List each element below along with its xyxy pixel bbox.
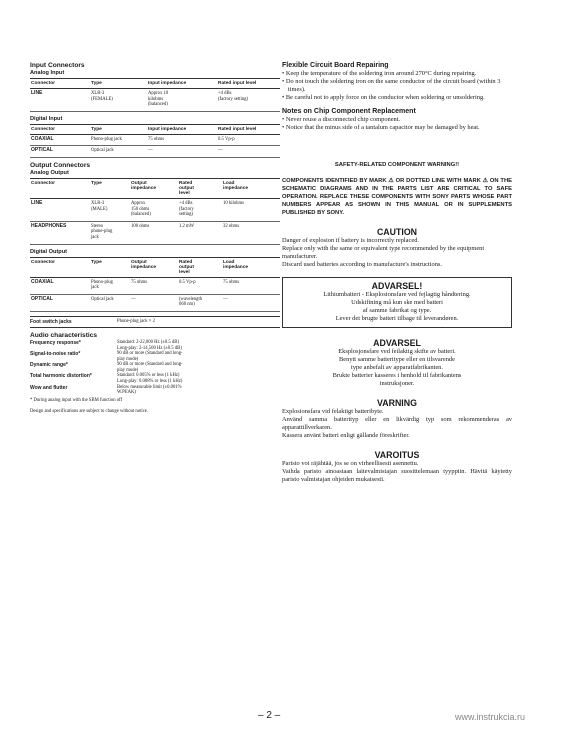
table-body [30,89,280,112]
caution-line: Danger of explosion if battery is incorrectly replaced. [282,237,419,244]
watermark-text: www.instrukcia.ru [455,712,526,722]
connector-cell: HEADPHONES [30,221,90,244]
advarsel-line: type anbefalt av apparatfabrikanten. [351,364,443,371]
table-cell: XLR-3 (MALE) [90,198,130,221]
table-cell: 0.5 Vp-p [178,277,222,294]
advarsel-box [282,277,512,328]
table-row [30,277,280,294]
table-cell: 32 ohms [222,221,280,244]
table-cell: Optical jack [90,294,130,311]
connector-cell: COAXIAL [30,277,90,294]
table-cell: Approx 150 ohms (balanced) [130,198,178,221]
connector-cell: COAXIAL [30,134,90,146]
table-header: Rated input level [217,124,280,134]
advarsel-box-line: Lever det brugte batteri tilbage til leverandøren. [335,315,459,322]
audio-value: 90 dB or more (Standard and long- play mode) [117,362,183,373]
audio-row [30,373,280,384]
safety-warning-body: COMPONENTS IDENTIFIED BY MARK ⚠ OR DOTTED LINE WITH MARK ⚠ ON THE SCHEMATIC DIAGRAMS AND IN THE PARTS LIST ARE CRITICAL TO SAFE OPERATION. REPLACE THESE COMPONENTS WITH SONY PARTS WHOSE PART NUMBERS APPEAR AS SHOWN IN THIS MANUAL OR IN SUPPLEMENTS PUBLISHED BY SONY. [282,178,512,216]
audio-row [30,385,280,396]
list-item: • Keep the temperature of the soldering iron around 270°C during repairing. [282,70,477,77]
varoitus-title: VAROITUS [374,450,420,460]
audio-row [30,340,280,351]
foot-switch-row [30,316,280,328]
chip-replacement-title: Notes on Chip Component Replacement [282,108,416,115]
table-cell: — [222,294,280,311]
advarsel-title: ADVARSEL [373,338,421,348]
table-cell: XLR-3 (FEMALE) [90,89,147,112]
audio-label: Frequency response* [30,339,81,346]
varning-line: Kassera använt batteri enligt gällande föreskrifter. [282,432,410,439]
foot-switch-label: Foot switch jacks [30,318,72,325]
caution-title: CAUTION [376,227,418,237]
varoitus-line: Paristo voi räjähtää, jos se on virheellisesti asennettu. [282,460,419,467]
table-cell: Phono-plug jack [90,134,147,146]
table-cell: 1.2 mW [178,221,222,244]
table-header: Type [90,124,147,134]
list-item: • Notice that the minus side of a tantalum capacitor may be damaged by heat. [282,124,480,131]
audio-value: Standard: 2-22,000 Hz (±0.5 dB) Long-play: 2-14,500 Hz (±0.5 dB) [117,339,182,351]
input-connectors-title: Input Connectors [30,62,85,69]
caution-line: Discard used batteries according to manufacture's instructions. [282,261,442,268]
page-number: – 2 – [258,710,281,721]
analog-footnote: * During analog input with the SBM function off [30,397,123,403]
analog-input-subtitle: Analog Input [30,70,65,76]
output-connectors-title: Output Connectors [30,161,91,169]
list-item: • Never reuse a disconnected chip component. [282,116,401,123]
table-cell: — [147,146,217,158]
analog-input-table [30,78,280,112]
table-cell: — [130,294,178,311]
audio-label: Dynamic range* [30,362,68,369]
table-header: Input impedance [147,124,217,134]
varning-line: Använd samma batterityp eller en likvärdig typ som rekommenderas av apparattillverkaren. [282,416,512,431]
table-row [30,89,280,112]
table-row [30,294,280,311]
table-header: Output impedance [130,178,178,198]
audio-characteristics-title: Audio characteristics [30,331,98,339]
table-header: Rated output level [178,257,222,277]
advarsel-line: Brukte batterier kasseres i henhold til fabrikantens [332,372,462,379]
advarsel-box-title: ADVARSEL! [371,281,423,291]
table-header: Connector [30,124,90,134]
connector-cell: LINE [30,89,90,112]
digital-input-subtitle: Digital Input [30,115,63,122]
table-header: Type [90,178,130,198]
safety-warning-title: SAFETY-RELATED COMPONENT WARNING!! [334,162,460,168]
connector-cell: OPTICAL [30,294,90,311]
table-cell: Approx 10 kilohms (balanced) [147,89,217,112]
list-item: • Be careful not to apply force on the conductor when soldering or unsoldering. [282,94,485,101]
audio-characteristics-list [30,340,280,396]
table-header: Output impedance [130,257,178,277]
digital-output-subtitle: Digital Output [30,248,67,255]
advarsel-body [282,348,512,388]
table-cell: Optical jack [90,146,147,158]
table-header: Type [90,79,147,89]
table-cell: (wavelength 660 nm) [178,294,222,311]
audio-row [30,351,280,362]
audio-label: Total harmonic distortion* [30,373,92,380]
service-notes-column [282,62,512,484]
flex-repair-list [282,70,512,102]
table-cell: 75 ohms [222,277,280,294]
caution-line: Replace only with the same or equivalent type recommended by the equipment manufacturer. [282,245,485,260]
advarsel-line: Benytt samme batteritype eller en tilsvarende [339,356,455,363]
table-body [30,134,280,157]
table-row [30,134,280,146]
table-body [30,198,280,244]
connector-cell: OPTICAL [30,146,90,158]
table-header: Connector [30,79,90,89]
caution-body [282,237,512,269]
table-header: Load impedance [222,257,280,277]
varning-title: VARNING [377,398,417,408]
digital-output-table [30,257,280,312]
table-header: Type [90,257,130,277]
table-row [30,198,280,221]
table-header: Rated output level [178,178,222,198]
table-cell: — [217,146,280,158]
analog-output-table [30,178,280,245]
advarsel-box-line: af samme fabrikat og type. [362,307,432,314]
table-header: Connector [30,257,90,277]
digital-input-table [30,124,280,158]
table-cell: 100 ohms [130,221,178,244]
chip-replacement-list [282,116,512,132]
varning-body [282,408,512,440]
advarsel-box-line: Lithiumbatteri - Eksplosionsfare ved fejlagtig håndtering. [323,291,471,298]
table-cell: 75 ohms [147,134,217,146]
table-cell: Phono-plug jack [90,277,130,294]
table-cell: Stereo phone-plug jack [90,221,130,244]
specifications-column [30,62,280,415]
audio-value: 90 dB or more (Standard and long- play mode) [117,351,183,362]
design-note: Design and specifications are subject to change without notice. [30,409,149,415]
audio-label: Signal-to-noise ratio* [30,351,81,358]
table-header: Load impedance [222,178,280,198]
table-row [30,146,280,158]
table-cell: 75 ohms [130,277,178,294]
table-row [30,221,280,244]
foot-switch-value: Phone-plug jack × 2 [117,318,155,324]
table-body [30,277,280,311]
table-cell: 0.5 Vp-p [217,134,280,146]
table-cell: 10 kilohms [222,198,280,221]
audio-label: Wow and flutter [30,384,68,391]
varning-line: Explosionsfara vid felaktigt batteribyte. [282,408,384,415]
audio-row [30,362,280,373]
table-cell: +4 dBs (factory setting) [178,198,222,221]
advarsel-box-line: Udskiftning må kun ske med batteri [351,299,443,306]
analog-output-subtitle: Analog Output [30,169,69,176]
table-header: Input impedance [147,79,217,89]
table-header: Rated input level [217,79,280,89]
audio-value: Standard: 0.005% or less (1 kHz) Long-play: 0.008% or less (1 kHz) [117,373,183,385]
varoitus-line: Vaihda paristo ainoastaan laitevalmistajan suosittelemaan tyyppiin. Hävitä käytetty paristo valmistajan ohjeiden mukaisesti. [282,468,512,483]
connector-cell: LINE [30,198,90,221]
list-item: • Do not touch the soldering iron on the same conductor of the circuit board (within 3 times). [282,78,501,93]
table-header: Connector [30,178,90,198]
advarsel-line: Eksplosjonsfare ved feilaktig skifte av batteri. [338,348,456,355]
table-cell: +4 dBs (factory setting) [217,89,280,112]
advarsel-line: instruksjoner. [379,380,415,387]
flex-repair-title: Flexible Circuit Board Repairing [282,62,389,69]
audio-value: Below measurable limit (±0.001% W.PEAK) [117,384,182,396]
varoitus-body [282,460,512,484]
